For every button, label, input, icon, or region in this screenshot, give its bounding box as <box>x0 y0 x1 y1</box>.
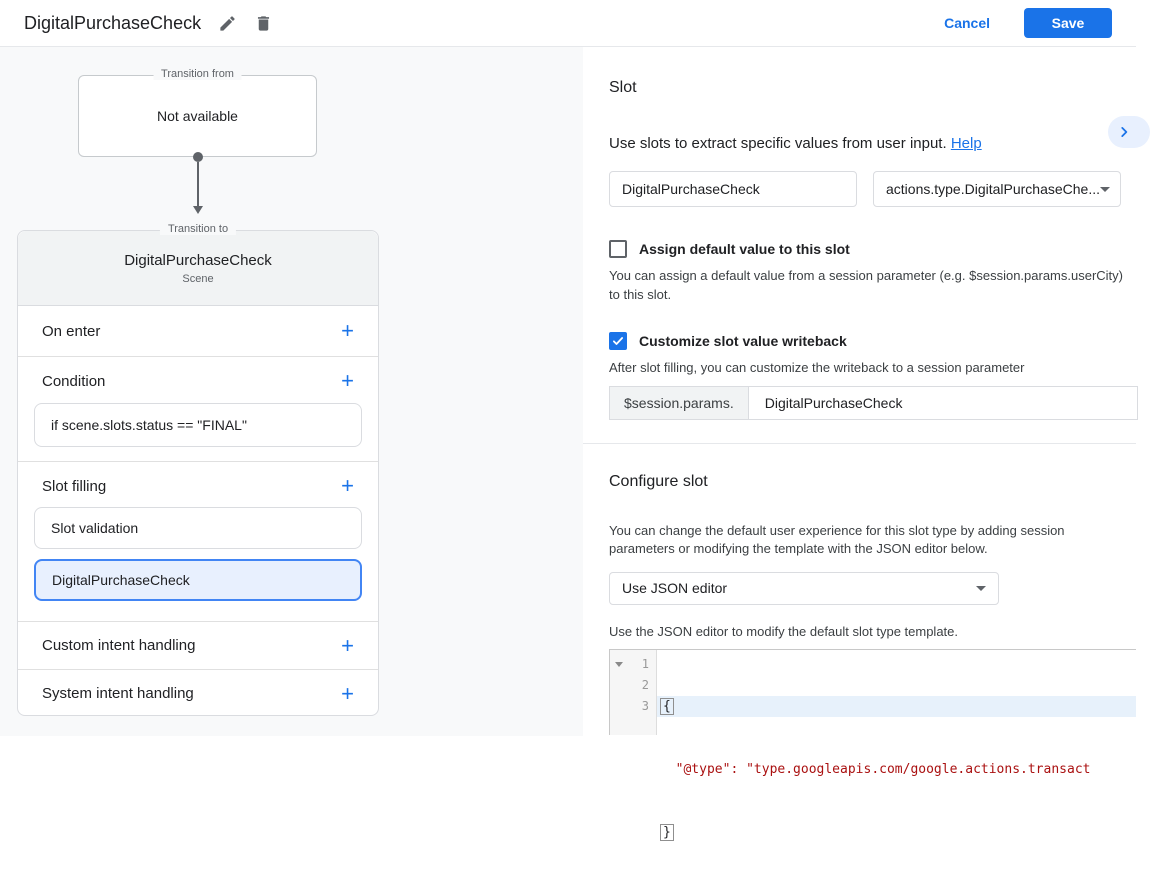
main-content <box>0 47 1136 840</box>
assign-default-description: You can assign a default value from a session parameter (e.g. $session.params.userCity) to this slot. <box>609 268 1124 302</box>
line-number: 3 <box>641 698 649 713</box>
system-intent-row[interactable] <box>18 669 378 717</box>
custom-intent-label: Custom intent handling <box>42 637 196 654</box>
session-param-prefix: $session.params. <box>610 387 749 419</box>
delete-scene-button[interactable] <box>249 9 277 37</box>
json-editor[interactable] <box>609 649 1136 840</box>
scene-type-label: Scene <box>182 272 214 285</box>
slot-panel <box>583 47 1136 840</box>
slot-item-selected[interactable]: DigitalPurchaseCheck <box>34 559 362 601</box>
assign-default-row <box>609 240 1136 258</box>
code-bracket: { <box>660 698 674 715</box>
condition-expression[interactable]: if scene.slots.status == "FINAL" <box>34 403 362 447</box>
code-line <box>657 696 1136 717</box>
writeback-description: After slot filling, you can customize the writeback to a session parameter <box>609 360 1025 375</box>
code-bracket: } <box>660 824 674 841</box>
scene-name: DigitalPurchaseCheck <box>124 251 272 269</box>
configure-slot-title: Configure slot <box>609 472 708 490</box>
add-slot-button[interactable]: + <box>341 473 354 498</box>
help-link[interactable]: Help <box>950 135 982 152</box>
transition-from-label: Transition from <box>153 68 242 80</box>
scene-diagram-pane <box>0 47 583 736</box>
transition-from-box <box>78 68 317 157</box>
caret-down-icon <box>1100 187 1110 192</box>
editor-mode-value: Use JSON editor <box>622 580 728 596</box>
slot-validation-item[interactable]: Slot validation <box>34 507 362 549</box>
editor-mode-select[interactable] <box>609 572 999 605</box>
on-enter-label: On enter <box>42 322 101 340</box>
condition-header-row <box>18 370 378 392</box>
line-number: 2 <box>641 677 649 692</box>
collapse-panel-button[interactable] <box>1108 116 1150 148</box>
chevron-right-icon <box>1117 125 1131 139</box>
slot-name-input[interactable] <box>609 171 857 207</box>
scene-card <box>17 223 379 716</box>
trash-icon <box>254 14 273 33</box>
on-enter-row[interactable] <box>18 306 378 356</box>
add-custom-intent-button[interactable]: + <box>341 632 354 658</box>
pencil-icon <box>218 14 237 33</box>
flow-arrow <box>192 152 204 214</box>
arrow-head-icon <box>193 206 203 214</box>
arrow-line <box>197 162 199 206</box>
save-button[interactable]: Save <box>1024 8 1112 38</box>
code-line <box>657 822 1136 843</box>
intro-text: Use slots to extract specific values from user input. <box>609 135 947 152</box>
scene-card-header[interactable] <box>18 231 378 306</box>
transition-from-value: Not available <box>157 108 238 124</box>
slot-filling-header-row <box>18 475 378 497</box>
editor-gutter <box>610 650 657 735</box>
transition-to-label: Transition to <box>160 223 236 235</box>
page-title: DigitalPurchaseCheck <box>24 12 202 33</box>
json-editor-caption: Use the JSON editor to modify the default slot type template. <box>609 623 959 639</box>
panel-title: Slot <box>609 79 637 96</box>
writeback-row <box>609 332 1136 350</box>
system-intent-label: System intent handling <box>42 685 194 702</box>
edit-title-button[interactable] <box>213 9 241 37</box>
session-param-field <box>609 386 1138 420</box>
panel-intro <box>609 134 1136 154</box>
arrow-dot <box>193 152 203 162</box>
configure-slot-description: You can change the default user experience for this slot type by adding session parameters or modifying the template with the JSON editor below. <box>609 522 1065 556</box>
caret-down-icon <box>976 586 986 591</box>
slot-filling-section <box>18 461 378 621</box>
add-on-enter-button[interactable]: + <box>341 318 354 343</box>
assign-default-label: Assign default value to this slot <box>639 241 850 257</box>
add-system-intent-button[interactable]: + <box>341 680 354 706</box>
fold-arrow-icon[interactable] <box>615 662 623 667</box>
condition-section <box>18 356 378 461</box>
custom-intent-row[interactable] <box>18 621 378 669</box>
condition-label: Condition <box>42 372 106 390</box>
assign-default-checkbox[interactable] <box>609 240 627 258</box>
slot-inputs-row <box>609 171 1136 207</box>
writeback-label: Customize slot value writeback <box>639 333 847 349</box>
code-line: "@type": "type.googleapis.com/google.actions.transact <box>660 761 1091 777</box>
line-number: 1 <box>641 656 649 671</box>
session-param-input[interactable] <box>749 387 1137 419</box>
slot-type-select[interactable] <box>873 171 1121 207</box>
cancel-button[interactable]: Cancel <box>944 15 990 31</box>
check-icon <box>612 335 624 347</box>
editor-code-area[interactable] <box>657 650 1136 840</box>
writeback-checkbox[interactable] <box>609 332 627 350</box>
slot-type-value: actions.type.DigitalPurchaseChe... <box>886 181 1100 197</box>
slot-filling-label: Slot filling <box>42 477 107 495</box>
panel-divider <box>583 443 1136 444</box>
top-bar <box>0 0 1136 47</box>
add-condition-button[interactable]: + <box>341 368 354 393</box>
